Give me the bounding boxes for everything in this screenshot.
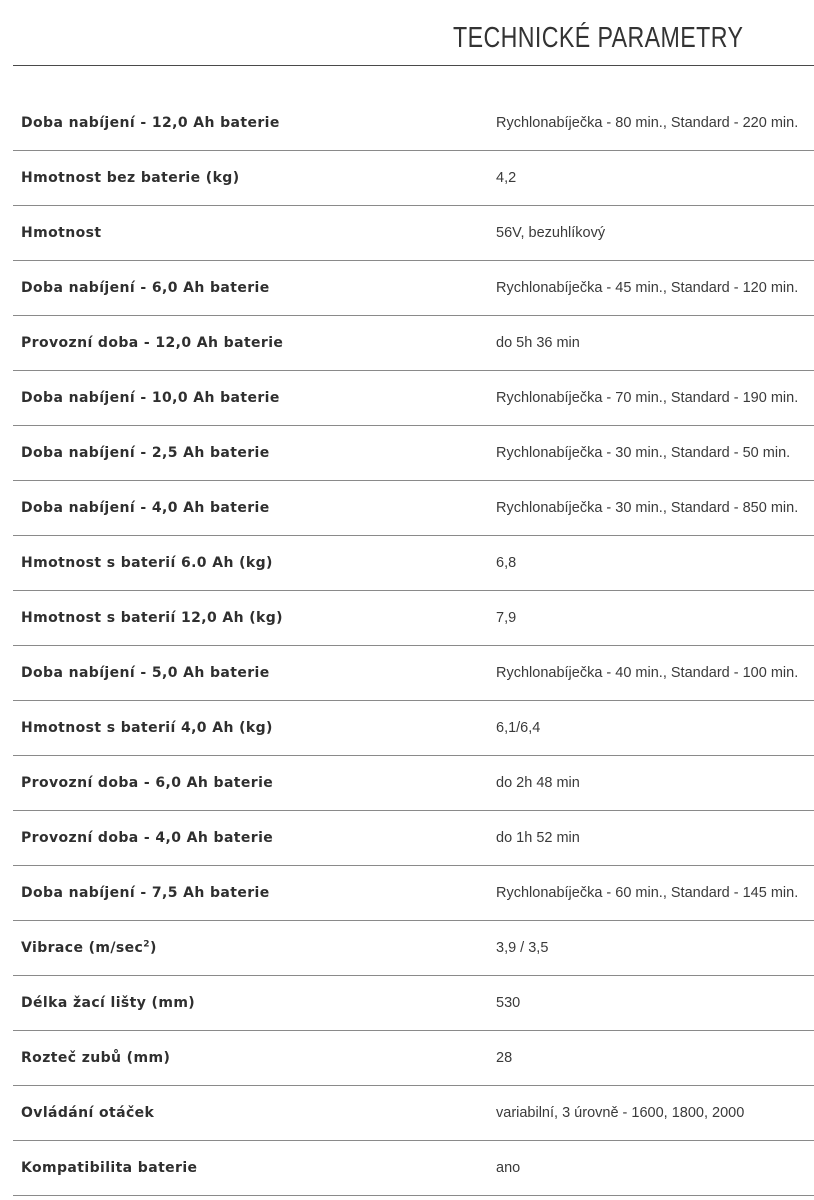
spec-label: Doba nabíjení - 4,0 Ah baterie [21,500,270,516]
page-header [13,0,814,66]
spec-row [13,1031,814,1086]
spec-label: Doba nabíjení - 7,5 Ah baterie [21,885,270,901]
spec-value: Rychlonabíječka - 40 min., Standard - 100 min. [496,665,799,681]
spec-value: 6,8 [496,555,517,571]
spec-row [13,316,814,371]
spec-label: Provozní doba - 12,0 Ah baterie [21,335,284,351]
spec-row [13,921,814,976]
spec-label: Hmotnost s baterií 6.0 Ah (kg) [21,555,273,571]
spec-label: Ovládání otáček [21,1105,155,1121]
spec-label: Hmotnost bez baterie (kg) [21,170,240,186]
spec-label [21,940,157,957]
spec-row [13,151,814,206]
spec-label: Délka žací lišty (mm) [21,995,196,1011]
spec-label: Hmotnost [21,225,102,241]
spec-label: Doba nabíjení - 6,0 Ah baterie [21,280,270,296]
spec-value: 3,9 / 3,5 [496,940,549,956]
spec-label: Provozní doba - 4,0 Ah baterie [21,830,274,846]
spec-value: Rychlonabíječka - 45 min., Standard - 120 min. [496,280,799,296]
spec-value: Rychlonabíječka - 80 min., Standard - 220 min. [496,115,799,131]
spec-label: Rozteč zubů (mm) [21,1050,171,1066]
spec-value: Rychlonabíječka - 30 min., Standard - 50 min. [496,445,791,461]
spec-row [13,811,814,866]
spec-row [13,426,814,481]
spec-value: 28 [496,1050,513,1066]
spec-label: Doba nabíjení - 5,0 Ah baterie [21,665,270,681]
spec-row [13,96,814,151]
spec-value: do 2h 48 min [496,775,580,791]
spec-row [13,646,814,701]
spec-row [13,701,814,756]
spec-row [13,756,814,811]
spec-label: Kompatibilita baterie [21,1160,198,1176]
spec-value: do 1h 52 min [496,830,580,846]
superscript: 2 [143,939,150,950]
spec-table [13,96,814,1196]
spec-value: 7,9 [496,610,517,626]
spec-value: Rychlonabíječka - 70 min., Standard - 190 min. [496,390,799,406]
spec-label: Doba nabíjení - 2,5 Ah baterie [21,445,270,461]
spec-value: 56V, bezuhlíkový [496,225,606,241]
spec-label-text: Vibrace (m/sec [21,940,144,956]
spec-value: 4,2 [496,170,517,186]
spec-label: Hmotnost s baterií 12,0 Ah (kg) [21,610,283,626]
page-title: TECHNICKÉ PARAMETRY [453,22,744,54]
spec-row [13,976,814,1031]
spec-row [13,1086,814,1141]
spec-label: Doba nabíjení - 10,0 Ah baterie [21,390,280,406]
spec-label: Provozní doba - 6,0 Ah baterie [21,775,274,791]
spec-row [13,1141,814,1196]
spec-value: Rychlonabíječka - 60 min., Standard - 145 min. [496,885,799,901]
spec-row [13,536,814,591]
spec-label-suffix: ) [149,940,157,956]
spec-value: ano [496,1160,521,1176]
spec-row [13,206,814,261]
spec-row [13,371,814,426]
spec-value: do 5h 36 min [496,335,580,351]
spec-row [13,481,814,536]
spec-label: Doba nabíjení - 12,0 Ah baterie [21,115,280,131]
spec-row [13,261,814,316]
spec-value: 6,1/6,4 [496,720,541,736]
spec-label: Hmotnost s baterií 4,0 Ah (kg) [21,720,273,736]
spec-value: Rychlonabíječka - 30 min., Standard - 850 min. [496,500,799,516]
spec-value: variabilní, 3 úrovně - 1600, 1800, 2000 [496,1105,745,1121]
spec-row [13,591,814,646]
spec-value: 530 [496,995,521,1011]
spec-row [13,866,814,921]
